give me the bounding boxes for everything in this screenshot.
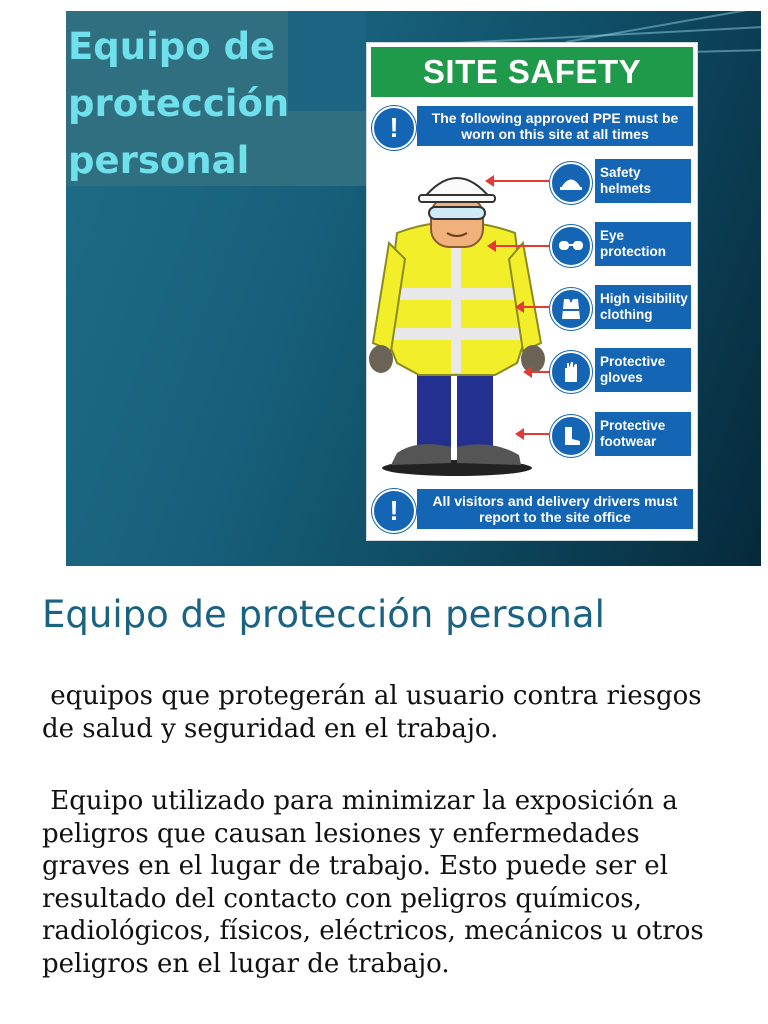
ppe-item-high-visibility	[550, 285, 693, 329]
ppe-item-gloves	[550, 348, 693, 392]
slide-title: Equipo de protección personal	[68, 25, 290, 182]
arrow-helmet	[487, 180, 549, 182]
ppe-item-footwear	[550, 412, 693, 456]
glove-icon	[550, 351, 592, 393]
ppe-label: High visibility clothing	[595, 285, 691, 329]
site-safety-sign	[366, 42, 698, 541]
arrow-vest	[517, 306, 549, 308]
goggles-icon	[550, 225, 592, 267]
ppe-item-helmets	[550, 159, 693, 203]
arrow-boots	[517, 433, 549, 435]
sign-intro: The following approved PPE must be worn on this site at all times	[417, 106, 693, 146]
mandatory-icon: !	[372, 106, 416, 150]
arrow-eyes	[489, 245, 549, 247]
paragraph-description: Equipo utilizado para minimizar la exposición a peligros que causan lesiones y enfermedades graves en el lugar de trabajo. Esto puede ser el resultado del contacto con peligros químicos, radiológicos, físicos, eléctricos, mecánicos u otros peligros en el lugar de trabajo.	[42, 786, 712, 979]
ppe-label: Protective footwear	[595, 412, 691, 456]
ppe-item-eye-protection	[550, 222, 693, 266]
arrow-gloves	[525, 371, 549, 373]
boot-icon	[550, 415, 592, 457]
sign-title: SITE SAFETY	[371, 47, 693, 97]
ppe-label: Safety helmets	[595, 159, 691, 203]
section-heading: Equipo de protección personal	[42, 593, 605, 636]
ppe-label: Protective gloves	[595, 348, 691, 392]
ppe-label: Eye protection	[595, 222, 691, 266]
sign-footer: All visitors and delivery drivers must report to the site office	[417, 489, 693, 529]
paragraph-definition: equipos que protegerán al usuario contra riesgos de salud y seguridad en el trabajo.	[42, 681, 710, 744]
vest-icon	[550, 288, 592, 330]
helmet-icon	[550, 162, 592, 204]
mandatory-icon: !	[372, 489, 416, 533]
